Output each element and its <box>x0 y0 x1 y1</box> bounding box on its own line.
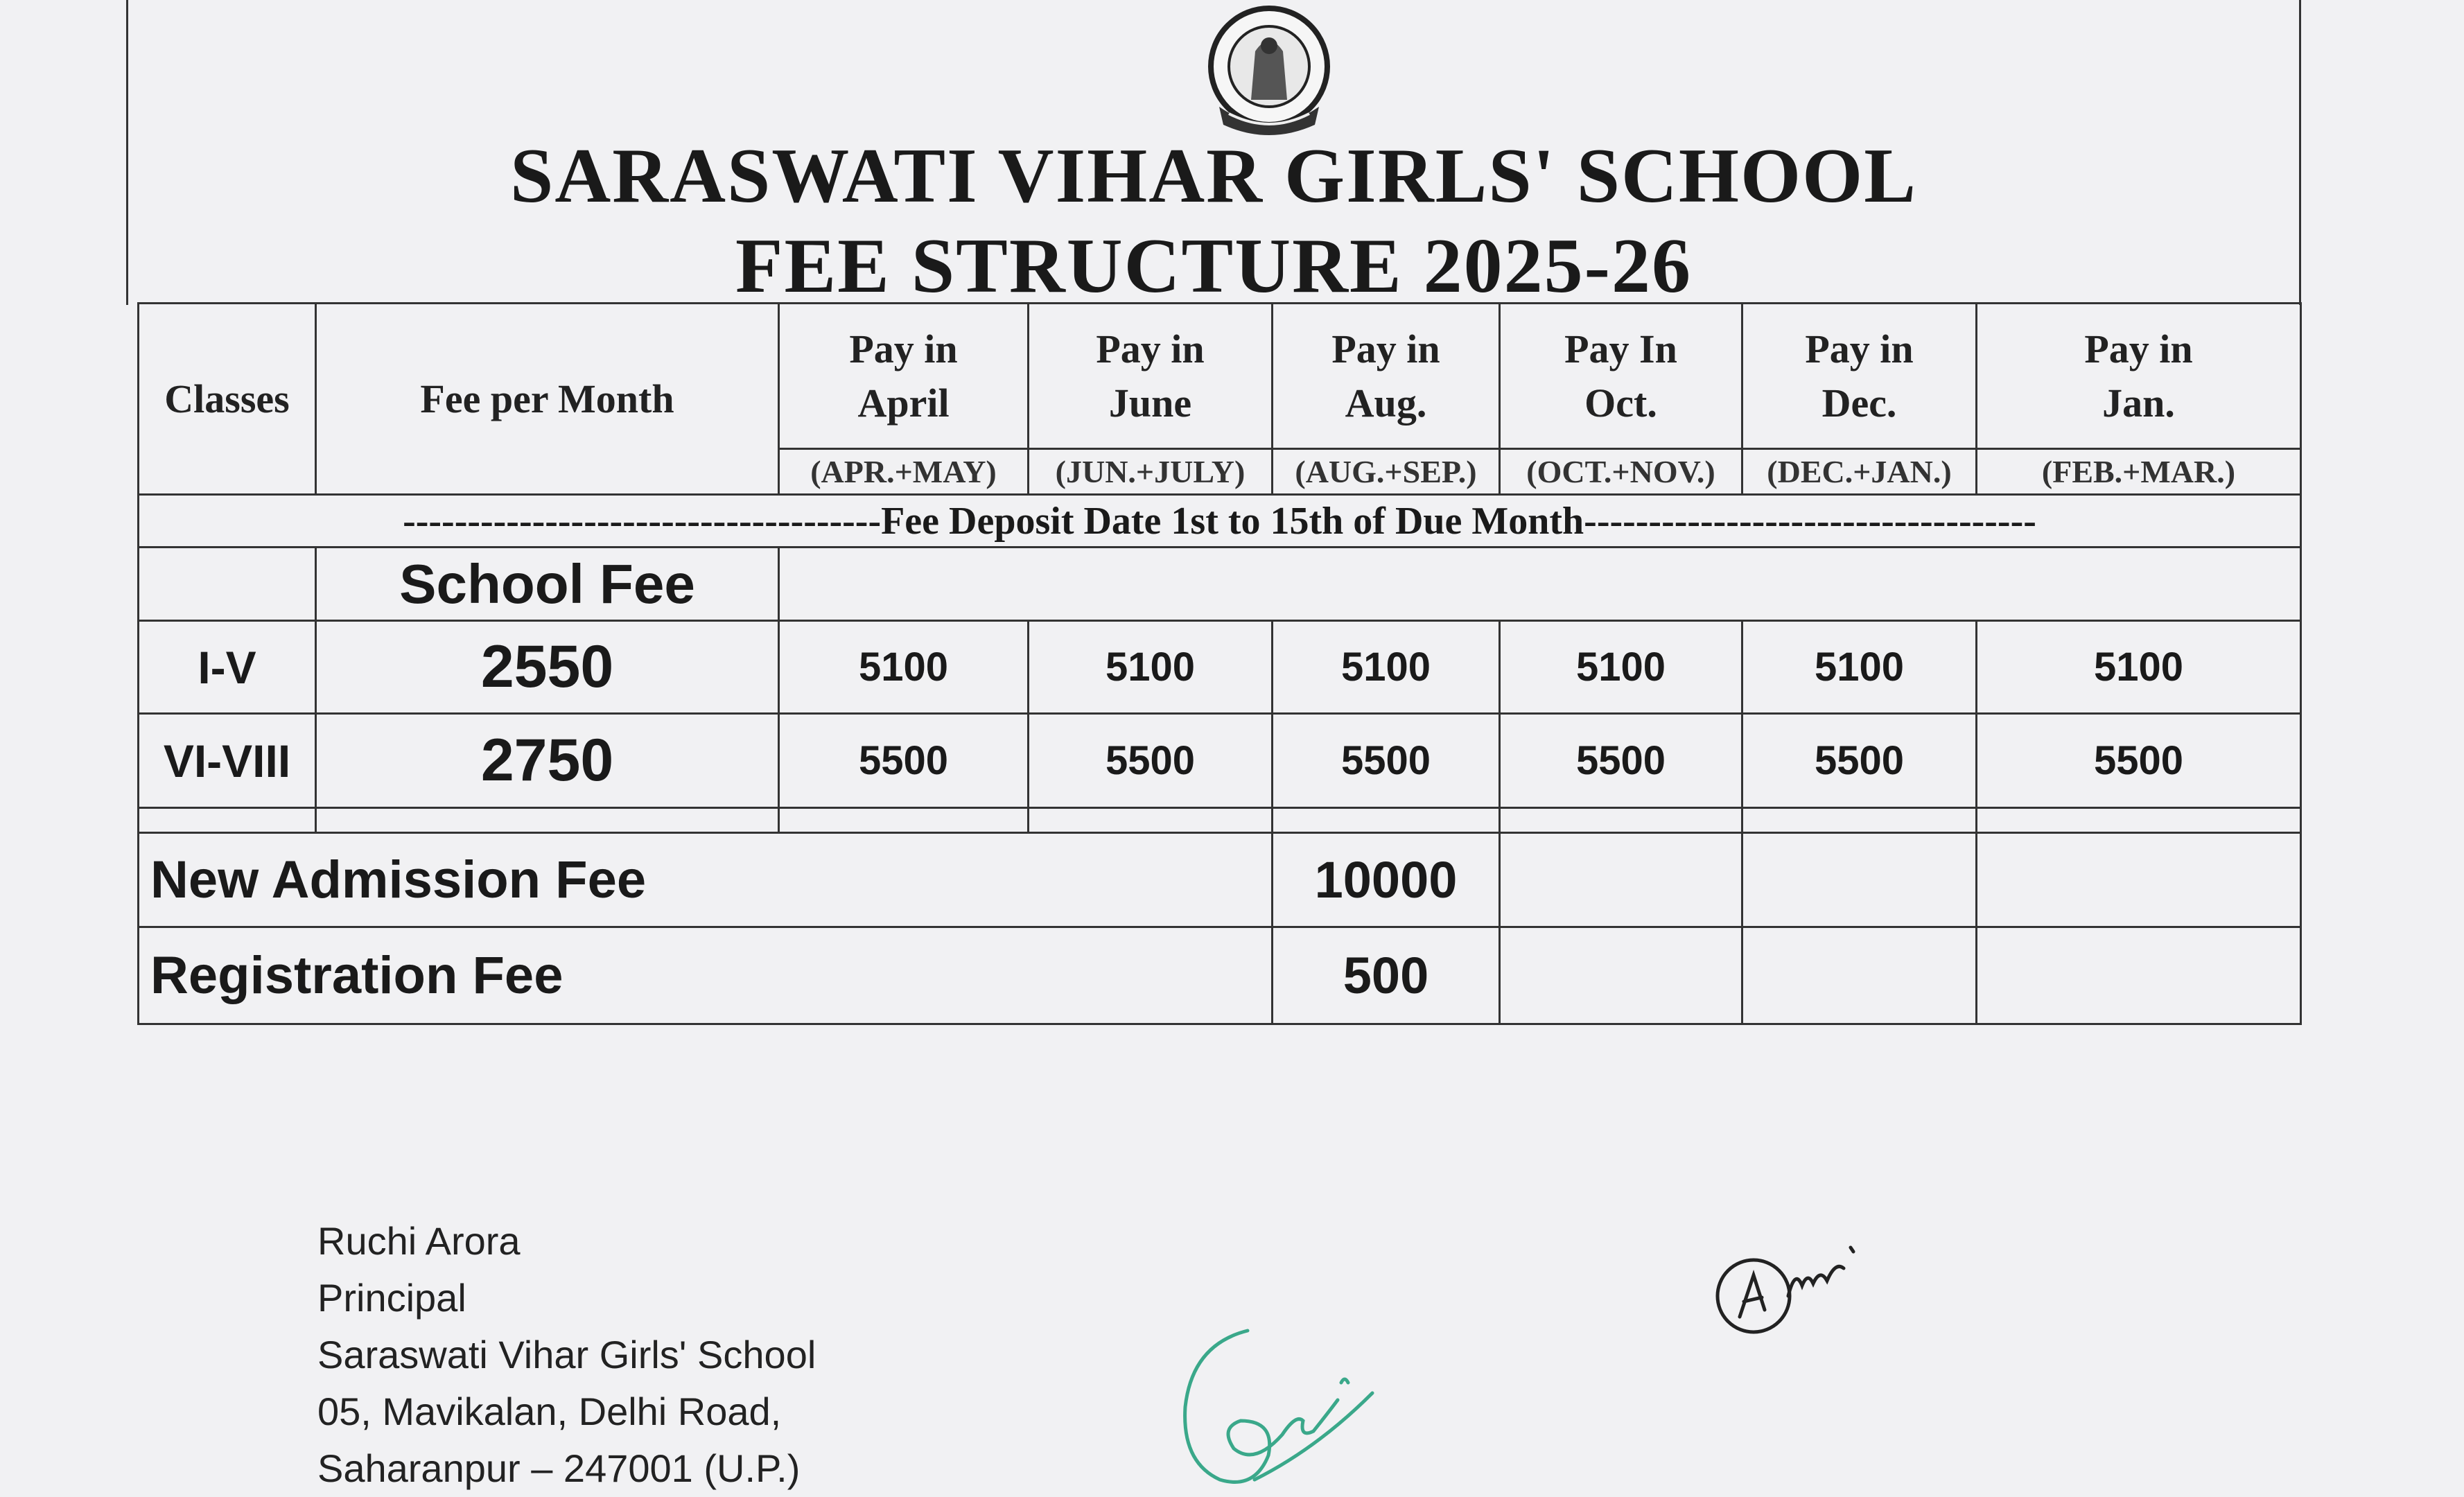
payment-amount: 5100 <box>1029 621 1273 714</box>
header-pay-oct <box>1500 304 1742 449</box>
address-line-2: Saharanpur – 247001 (U.P.) <box>317 1446 801 1490</box>
deposit-date-notice: -------------------------------------Fee Deposit Date 1st to 15th of Due Month----------------------------------- <box>139 495 2301 548</box>
monthly-fee: 2750 <box>316 714 779 808</box>
empty-cell <box>1977 808 2301 833</box>
table-row <box>139 927 2301 1024</box>
months-feb-mar: (FEB.+MAR.) <box>1977 449 2301 495</box>
empty-cell <box>779 548 2301 621</box>
registration-fee-label: Registration Fee <box>139 927 1273 1024</box>
school-emblem-logo <box>1205 3 1333 141</box>
empty-cell <box>1742 808 1977 833</box>
empty-cell <box>1500 927 1742 1024</box>
monthly-fee: 2550 <box>316 621 779 714</box>
header-pay-dec <box>1742 304 1977 449</box>
pay-label: Pay in <box>1331 326 1440 371</box>
pay-month: Oct. <box>1584 380 1657 426</box>
months-dec-jan: (DEC.+JAN.) <box>1742 449 1977 495</box>
table-row <box>139 833 2301 927</box>
header-pay-april <box>779 304 1029 449</box>
payment-amount: 5100 <box>1500 621 1742 714</box>
payment-amount: 5500 <box>1273 714 1500 808</box>
empty-cell <box>139 548 316 621</box>
school-name-heading: SARASWATI VIHAR GIRLS' SCHOOL <box>510 133 1917 219</box>
empty-cell <box>139 808 316 833</box>
months-jun-july: (JUN.+JULY) <box>1029 449 1273 495</box>
class-label: VI-VIII <box>139 714 316 808</box>
payment-amount: 5100 <box>1742 621 1977 714</box>
header-fee-per-month: Fee per Month <box>316 304 779 495</box>
class-label: I-V <box>139 621 316 714</box>
empty-cell <box>1742 833 1977 927</box>
green-signature <box>1164 1317 1386 1490</box>
school-fee-section-label: School Fee <box>316 548 779 621</box>
payment-amount: 5100 <box>779 621 1029 714</box>
empty-cell <box>1273 808 1500 833</box>
pay-label: Pay in <box>1096 326 1205 371</box>
pay-month: April <box>857 380 950 426</box>
principal-designation: Principal <box>317 1276 466 1320</box>
empty-cell <box>316 808 779 833</box>
header-pay-june <box>1029 304 1273 449</box>
new-admission-fee-label: New Admission Fee <box>139 833 1273 927</box>
pay-label: Pay In <box>1564 326 1677 371</box>
empty-cell <box>1500 808 1742 833</box>
pay-month: Aug. <box>1345 380 1427 426</box>
empty-cell <box>1029 808 1273 833</box>
months-aug-sep: (AUG.+SEP.) <box>1273 449 1500 495</box>
principal-address-block <box>317 1213 816 1497</box>
new-admission-fee-amount: 10000 <box>1273 833 1500 927</box>
empty-cell <box>1977 833 2301 927</box>
table-row <box>139 621 2301 714</box>
months-apr-may: (APR.+MAY) <box>779 449 1029 495</box>
pay-month: June <box>1108 380 1192 426</box>
header-pay-jan <box>1977 304 2301 449</box>
pay-label: Pay in <box>849 326 958 371</box>
pay-label: Pay in <box>1805 326 1914 371</box>
empty-cell <box>1742 927 1977 1024</box>
payment-amount: 5500 <box>1977 714 2301 808</box>
fee-structure-title: FEE STRUCTURE 2025-26 <box>735 223 1692 309</box>
pay-month: Jan. <box>2102 380 2175 426</box>
table-row <box>139 714 2301 808</box>
school-name-footer: Saraswati Vihar Girls' School <box>317 1333 816 1376</box>
empty-cell <box>1977 927 2301 1024</box>
header-classes: Classes <box>139 304 316 495</box>
registration-fee-amount: 500 <box>1273 927 1500 1024</box>
black-signature <box>1698 1220 1878 1372</box>
address-line-1: 05, Mavikalan, Delhi Road, <box>317 1390 782 1433</box>
empty-cell <box>1500 833 1742 927</box>
principal-name: Ruchi Arora <box>317 1219 521 1263</box>
fee-table <box>137 302 2302 1025</box>
months-oct-nov: (OCT.+NOV.) <box>1500 449 1742 495</box>
payment-amount: 5100 <box>1273 621 1500 714</box>
pay-label: Pay in <box>2084 326 2193 371</box>
pay-month: Dec. <box>1821 380 1897 426</box>
payment-amount: 5500 <box>1029 714 1273 808</box>
empty-cell <box>779 808 1029 833</box>
payment-amount: 5100 <box>1977 621 2301 714</box>
payment-amount: 5500 <box>779 714 1029 808</box>
fee-structure-sheet <box>126 0 2301 1053</box>
payment-amount: 5500 <box>1500 714 1742 808</box>
payment-amount: 5500 <box>1742 714 1977 808</box>
header-pay-aug <box>1273 304 1500 449</box>
